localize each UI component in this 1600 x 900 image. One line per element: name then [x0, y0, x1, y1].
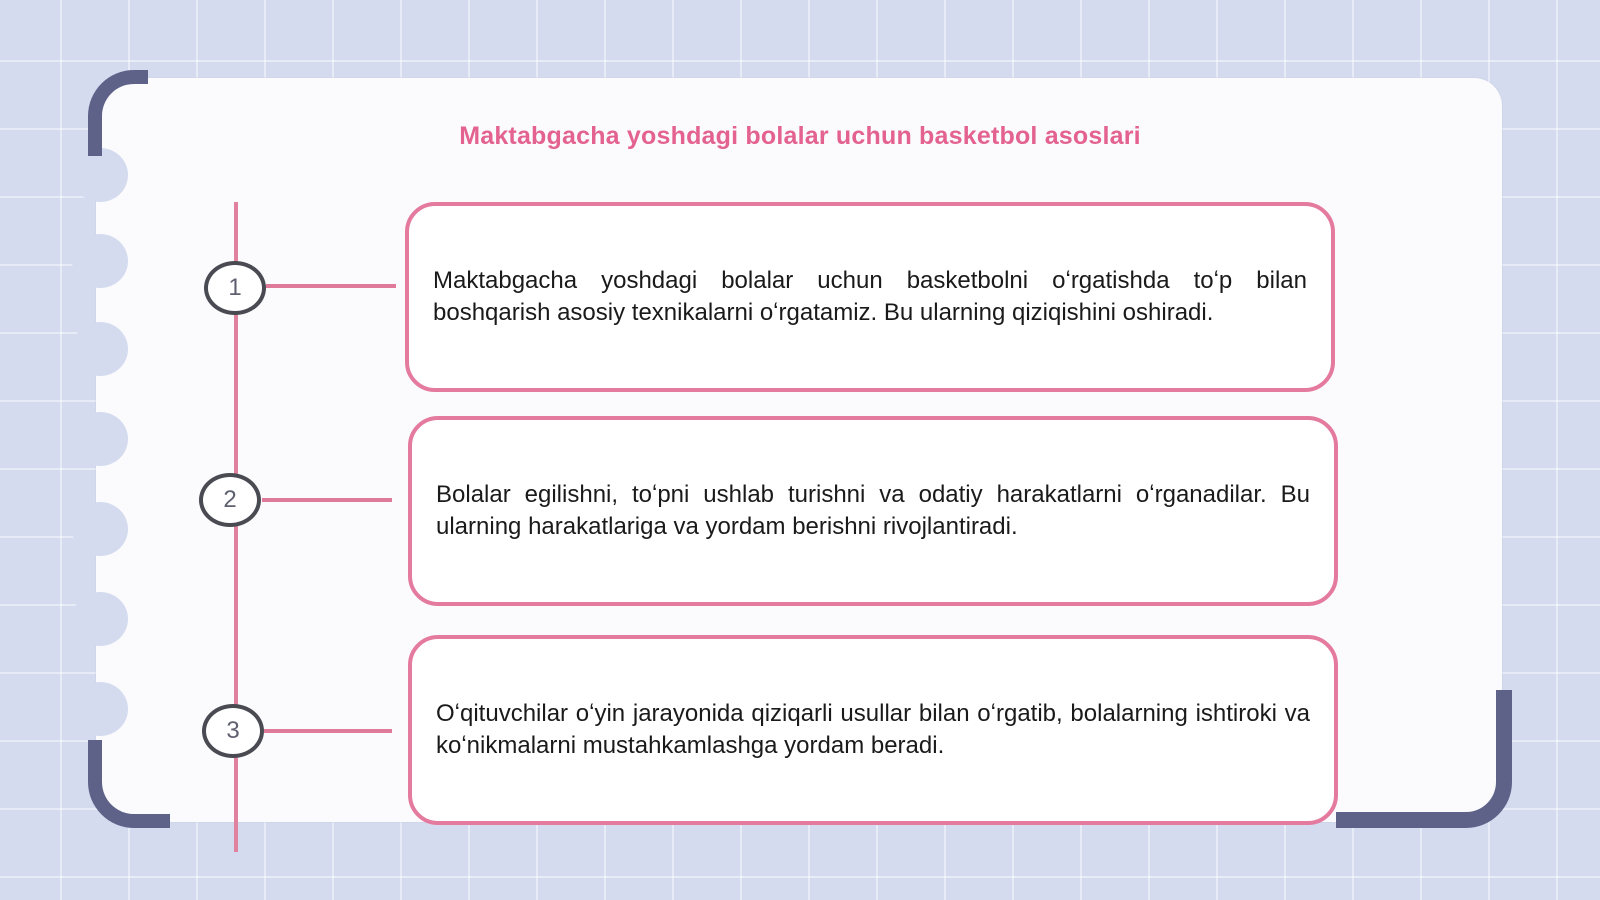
corner-bracket-bottom-left [88, 740, 170, 828]
step-number: 2 [223, 486, 237, 513]
punch-hole [72, 234, 128, 288]
punch-hole [72, 148, 128, 202]
timeline-connector [264, 729, 392, 733]
step-number: 1 [228, 274, 242, 301]
step-marker-3 [202, 704, 264, 758]
timeline-connector [262, 498, 392, 502]
step-number: 3 [226, 717, 240, 744]
punch-hole [72, 502, 128, 556]
step-marker-2 [199, 473, 261, 527]
punch-hole [72, 682, 128, 736]
slide-title: Maktabgacha yoshdagi bolalar uchun basketbol asoslari [459, 122, 1141, 150]
step-card-1 [405, 202, 1335, 392]
corner-bracket-bottom-right [1336, 690, 1512, 828]
step-card-2 [408, 416, 1338, 606]
timeline-connector [266, 284, 396, 288]
step-text: Maktabgacha yoshdagi bolalar uchun basketbolni oʻrgatishda toʻp bilan boshqarish asosiy texnikalarni oʻrgatamiz. Bu ularning qiziqishini oshiradi. [433, 267, 1307, 326]
step-text: Bolalar egilishni, toʻpni ushlab turishni va odatiy harakatlarni oʻrganadilar. Bu ularning harakatlariga va yordam berishni rivojlantiradi. [436, 481, 1310, 540]
step-text: Oʻqituvchilar oʻyin jarayonida qiziqarli usullar bilan oʻrgatib, bolalarning ishtiroki va koʻnikmalarni mustahkamlashga yordam beradi. [436, 700, 1310, 759]
punch-hole [72, 412, 128, 466]
punch-hole [72, 592, 128, 646]
punch-hole [72, 322, 128, 376]
corner-bracket-top-left [88, 70, 148, 156]
step-card-3 [408, 635, 1338, 825]
step-marker-1 [204, 261, 266, 315]
